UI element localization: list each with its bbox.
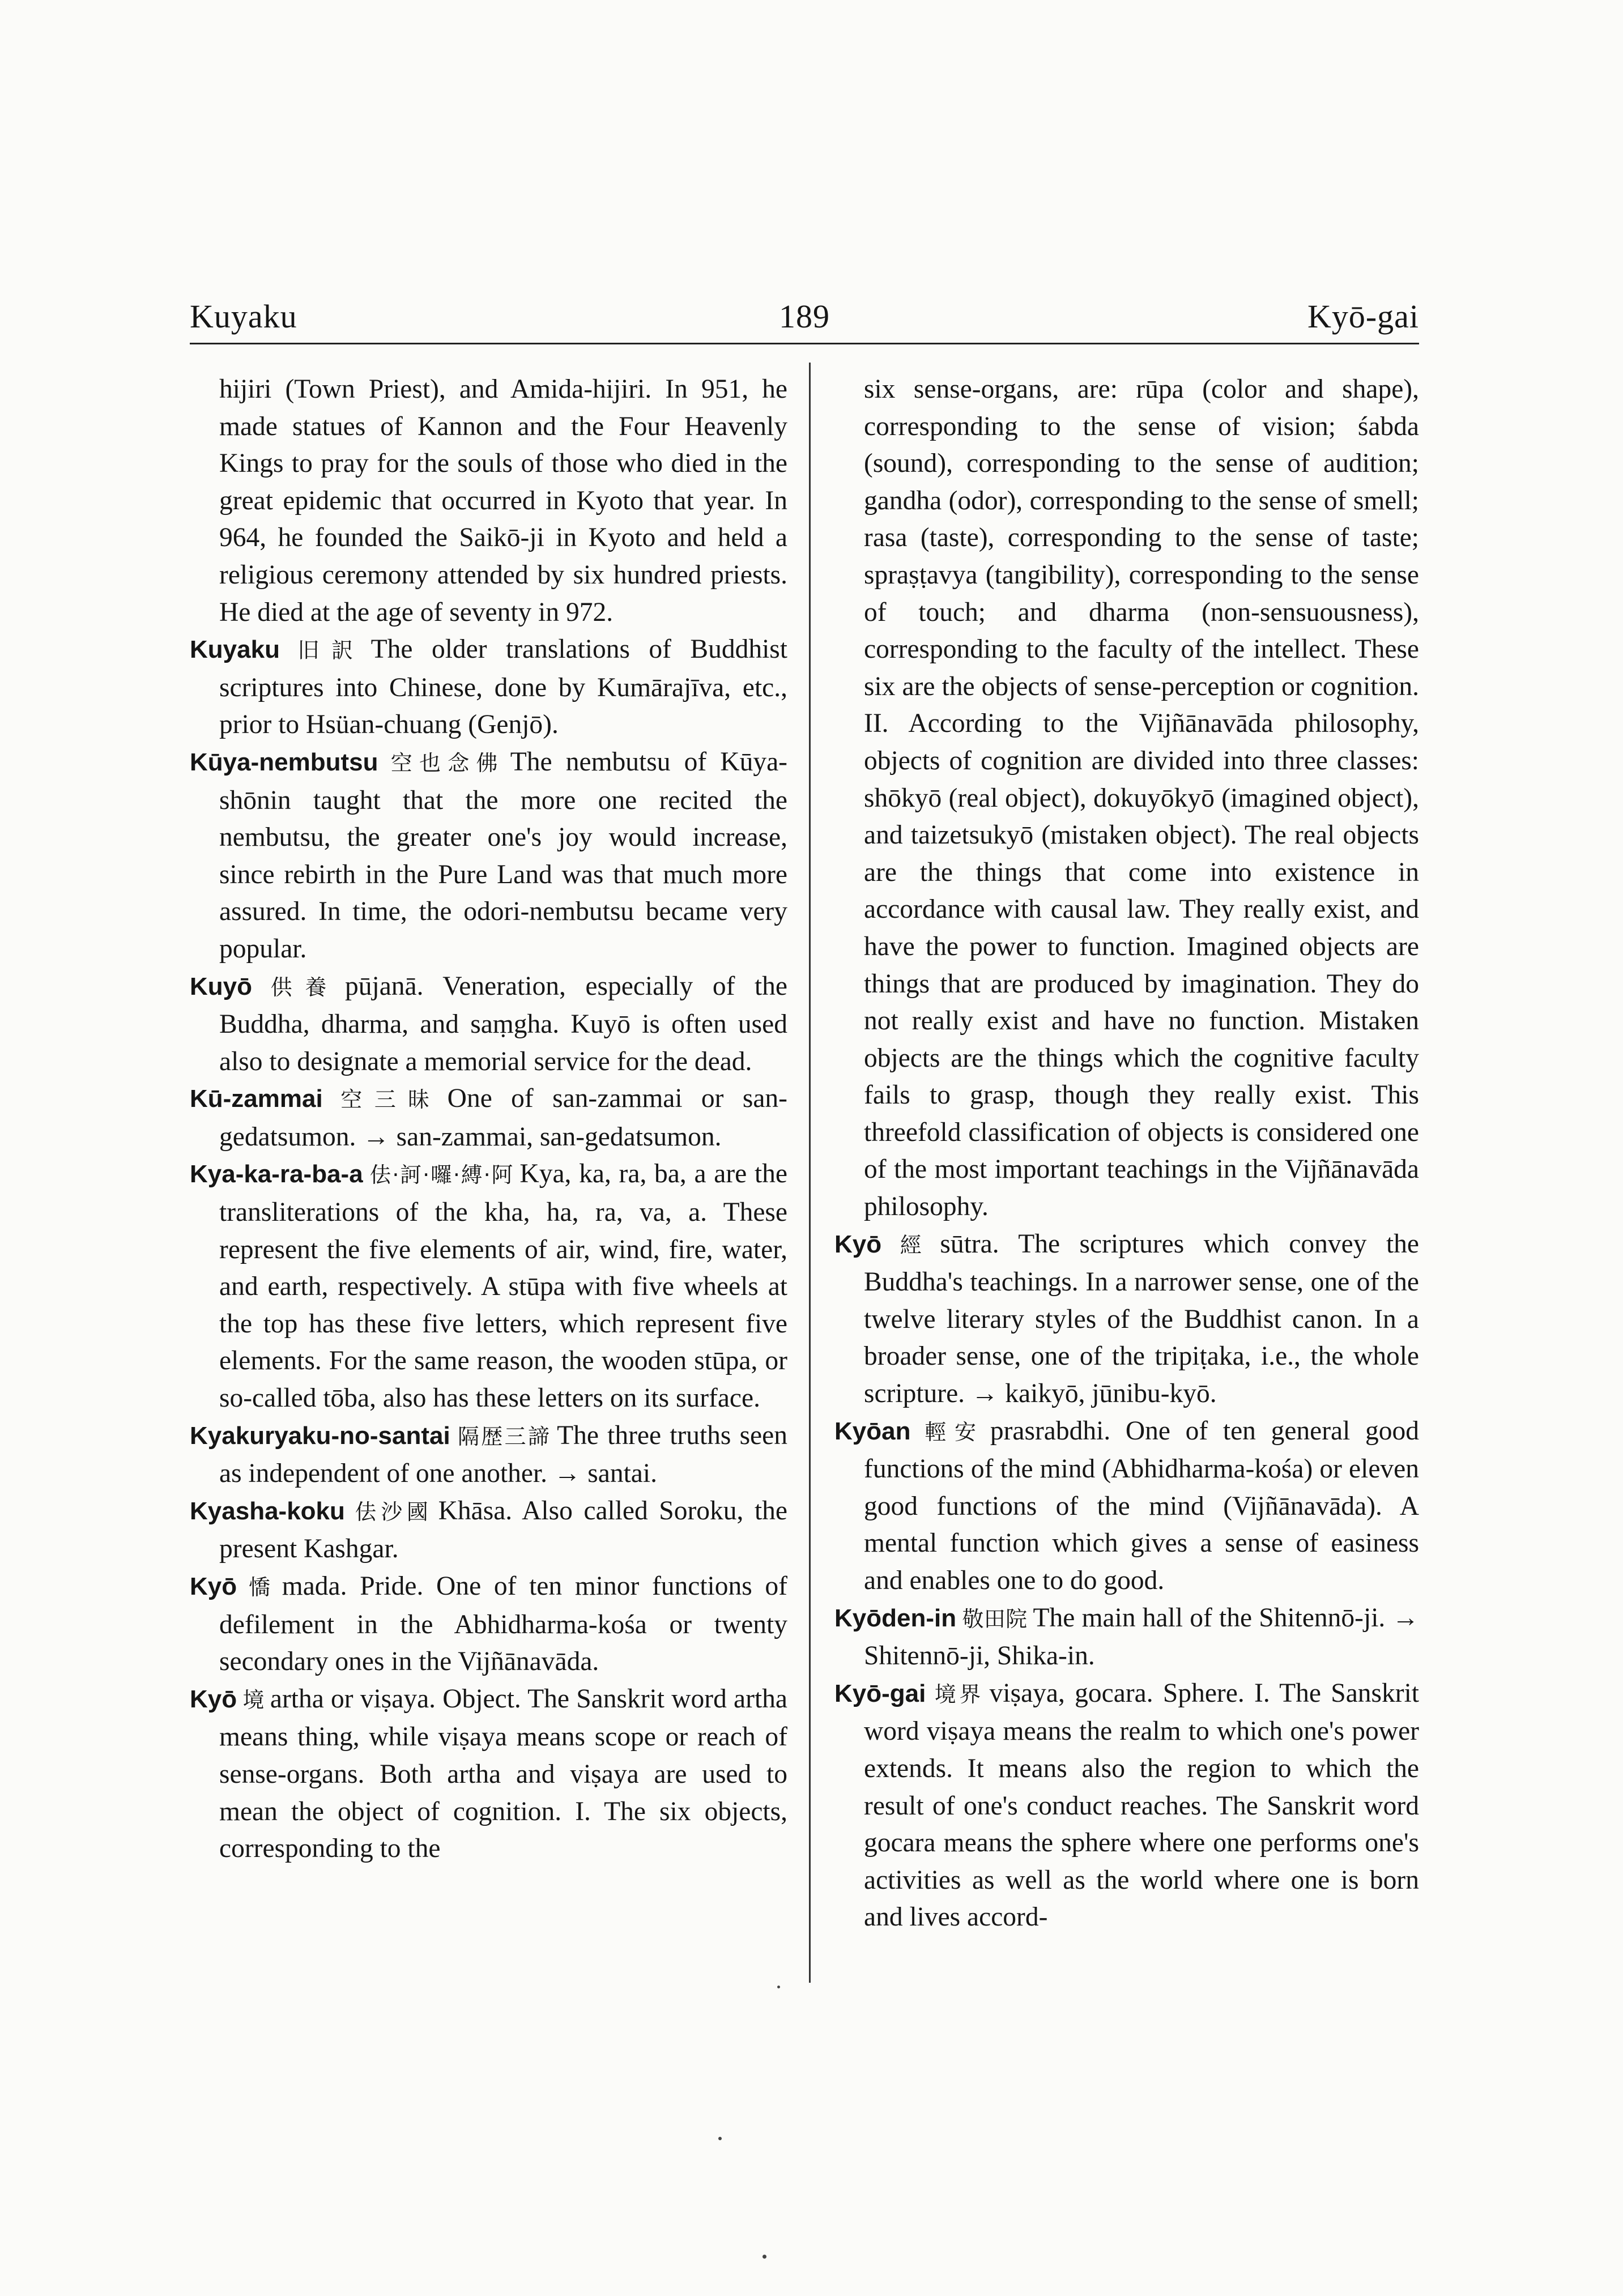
dictionary-entry [834, 1413, 1419, 1600]
header-left-guideword: Kuyaku [190, 298, 297, 335]
entry-kanji: 供養 [258, 974, 340, 1000]
scan-speck [762, 2255, 766, 2259]
right-column [834, 371, 1419, 1936]
entry-headword: Kyakuryaku-no-santai [190, 1421, 450, 1450]
entry-definition: The older translations of Buddhist scriptures into Chinese, done by Kumārajīva, etc., prior to Hsüan-chuang (Genjō). [219, 634, 787, 740]
scan-speck [777, 1986, 780, 1988]
entry-headword: Kuyō [190, 972, 252, 1000]
entry-kanji: 經 [887, 1232, 935, 1258]
dictionary-entry [190, 968, 787, 1081]
entry-headword: Kyōan [834, 1417, 911, 1445]
entry-kanji: 佉沙國 [350, 1499, 433, 1524]
dictionary-entry [190, 631, 787, 744]
entry-headword: Kyō [834, 1230, 882, 1258]
page-number: 189 [779, 298, 830, 335]
entry-kanji: 輕安 [916, 1419, 985, 1445]
entry-definition: mada. Pride. One of ten minor functions of defilement in the Abhidharma-kośa or twenty secondary ones in the Vijñānavāda. [219, 1571, 787, 1677]
left-column [190, 371, 787, 1868]
entry-definition: The main hall of the Shitennō-ji. → Shitennō-ji, Shika-in. [864, 1603, 1419, 1671]
dictionary-entry [190, 744, 787, 968]
entry-continuation: six sense-organs, are: rūpa (color and shape), corresponding to the sense of vision; śabda (sound), corresponding to the sense of audition; gandha (odor), corresponding to the sense of smell; rasa (taste), corresponding to the sense of taste; spraṣṭavya (tangibility), corresponding to the sense of touch; and dharma (non-sensuousness), corresponding to the faculty of the intellect. These six are the objects of sense-perception or cognition. II. According to the Vijñānavāda philosophy, objects of cognition are divided into three classes: shōkyō (real object), dokuyōkyō (imagined object), and taizetsukyō (mistaken object). The real objects are the things that come into existence in accordance with causal law. They really exist, and have the power to function. Imagined objects are things that are produced by imagination. They do not really exist and have no function. Mistaken objects are the things which the cognitive faculty fails to grasp, though they really exist. This threefold classification of objects is considered one of the most important teachings in the Vijñānavāda philosophy. [864, 374, 1419, 1222]
entry-headword: Kyō-gai [834, 1679, 926, 1707]
entry-headword: Kūya-nembutsu [190, 748, 378, 776]
entry-kanji: 憍 [242, 1575, 276, 1600]
entry-headword: Kyōden-in [834, 1604, 957, 1632]
entry-kanji: 境界 [931, 1681, 984, 1707]
entry-kanji: 佉·訶·囉·縛·阿 [368, 1162, 514, 1188]
entry-continuation: hijiri (Town Priest), and Amida-hijiri. In 951, he made statues of Kannon and the Four Heavenly Kings to pray for the souls of those who died in the great epidemic that occurred in Kyoto that year. In 964, he founded the Saikō-ji in Kyoto and held a religious ceremony attended by six hundred priests. He died at the age of seventy in 972. [219, 374, 787, 627]
entry-kanji: 旧訳 [285, 638, 365, 663]
entry-headword: Kyō [190, 1685, 237, 1713]
dictionary-entry [834, 1226, 1419, 1413]
scan-speck [718, 2137, 722, 2140]
entry-headword: Kyō [190, 1573, 237, 1600]
entry-kanji: 隔歴三諦 [455, 1424, 552, 1449]
entry-definition: One of san-zammai or san-gedatsumon. → san-zammai, san-gedatsumon. [219, 1084, 787, 1152]
entry-headword: Kuyaku [190, 636, 280, 664]
entry-kanji: 境 [242, 1687, 265, 1713]
dictionary-entry [190, 1080, 787, 1156]
entry-headword: Kya-ka-ra-ba-a [190, 1160, 363, 1189]
dictionary-entry [190, 1156, 787, 1417]
entry-headword: Kyasha-koku [190, 1497, 345, 1525]
entry-definition: prasrabdhi. One of ten general good functions of the mind (Abhidharma-kośa) or eleven good functions of the mind (Vijñānavāda). A mental function which gives a sense of easiness and enables one to do good. [864, 1416, 1419, 1595]
dictionary-entry [190, 1681, 787, 1868]
entry-definition: pūjanā. Veneration, especially of the Buddha, dharma, and saṃgha. Kuyō is often used also to designate a memorial service for the dead. [219, 971, 787, 1076]
entry-kanji: 空也念佛 [384, 750, 505, 776]
entry-definition: Kya, ka, ra, ba, a are the transliterations of the kha, ha, ra, va, a. These represent the five elements of air, wind, fire, water, and earth, respectively. A stūpa with five wheels at the top has these five letters, which represent five elements. For the same reason, the wooden stūpa, or so-called tōba, also has these letters on its surface. [219, 1159, 787, 1413]
entry-definition: artha or viṣaya. Object. The Sanskrit word artha means thing, while viṣaya means scope or reach of sense-organs. Both artha and viṣaya are used to mean the object of cognition. I. The six objects, corresponding to the [219, 1684, 787, 1864]
entry-headword: Kū-zammai [190, 1085, 323, 1113]
dictionary-entry [834, 1675, 1419, 1936]
entry-definition: viṣaya, gocara. Sphere. I. The Sanskrit word viṣaya means the realm to which one's power extends. It means also the region to which the result of one's conduct reaches. The Sanskrit word gocara means the sphere where one performs one's activities as well as the world where one is born and lives accord- [864, 1678, 1419, 1932]
entry-kanji: 空三昧 [328, 1087, 442, 1113]
entry-definition: The three truths seen as independent of one another. → santai. [219, 1420, 787, 1489]
dictionary-entry [190, 1493, 787, 1568]
entry-definition: sūtra. The scriptures which convey the Buddha's teachings. In a narrower sense, one of the twelve literary styles of the Buddhist canon. In a broader sense, one of the tripiṭaka, i.e., the whole scripture. → kaikyō, jūnibu-kyō. [864, 1229, 1419, 1409]
entry-kanji: 敬田院 [962, 1606, 1028, 1632]
entry-definition: Khāsa. Also called Soroku, the present Kashgar. [219, 1496, 787, 1564]
dictionary-entry [190, 1568, 787, 1681]
entry-definition: The nembutsu of Kūya-shōnin taught that the more one recited the nembutsu, the greater one's joy would increase, since rebirth in the Pure Land was that much more assured. In time, the odori-nembutsu became very popular. [219, 747, 787, 964]
header-right-guideword: Kyō-gai [1307, 298, 1419, 335]
header-rule [190, 343, 1419, 344]
running-header [190, 297, 1419, 348]
dictionary-entry [190, 1417, 787, 1493]
dictionary-entry [834, 1600, 1419, 1675]
column-divider [809, 363, 811, 1983]
